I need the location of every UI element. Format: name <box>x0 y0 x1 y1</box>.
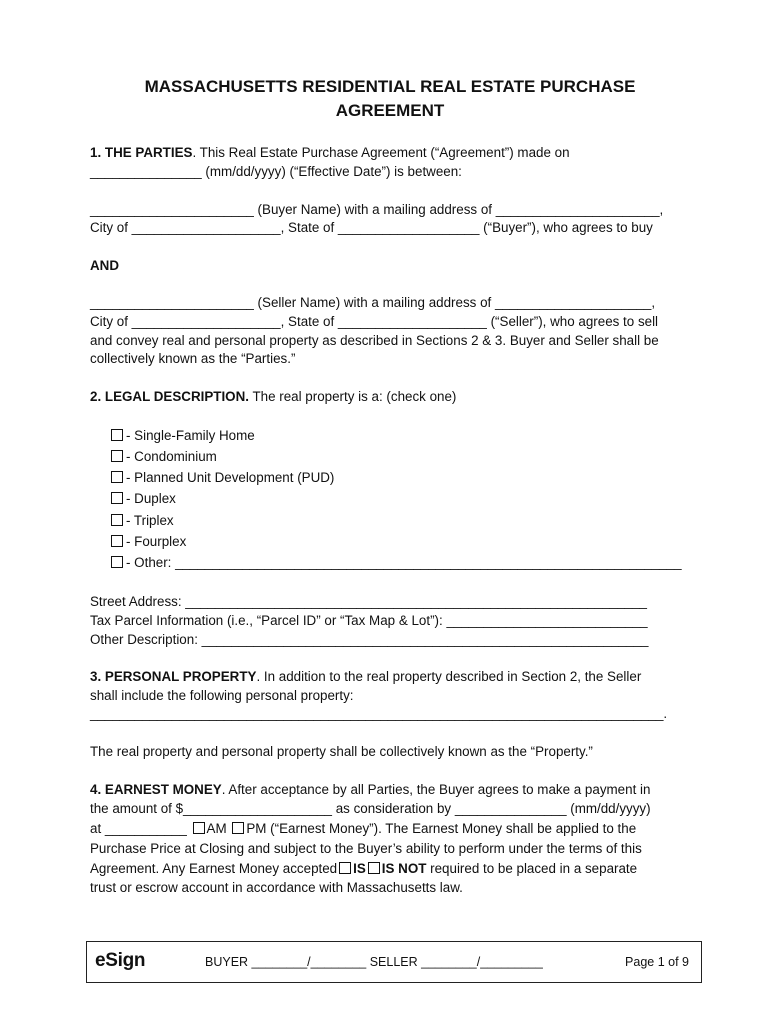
option-duplex[interactable]: - Duplex <box>111 491 176 507</box>
effective-date-line[interactable]: _______________ (mm/dd/yyyy) (“Effective Date”) is between: <box>90 164 462 179</box>
and-label: AND <box>90 258 120 273</box>
other-description-line[interactable]: Other Description: ____________________________________________________________ <box>90 632 649 647</box>
option-other[interactable]: - Other: ____________________________________________________________________ <box>111 555 682 571</box>
escrow-line: Agreement. Any Earnest Money accepted IS IS NOT required to be placed in a separate <box>90 861 638 876</box>
initials-line[interactable]: BUYER ________/________ SELLER ________/_________ <box>205 955 543 969</box>
esign-logo: eSign <box>95 950 146 971</box>
earnest-time-line: at ___________ AM PM (“Earnest Money”). The Earnest Money shall be applied to the <box>90 821 637 836</box>
parties-definition-text: collectively known as the “Parties.” <box>90 351 296 366</box>
document-title-line-2: AGREEMENT <box>335 101 445 120</box>
section-3-intro: 3. PERSONAL PROPERTY. In addition to the real property described in Section 2, the Seller <box>90 669 642 684</box>
street-address-line[interactable]: Street Address: ______________________________________________________________ <box>90 594 647 609</box>
document-title-line-1: MASSACHUSETTS RESIDENTIAL REAL ESTATE PURCHASE <box>144 77 636 96</box>
section-4-intro: 4. EARNEST MONEY. After acceptance by all Parties, the Buyer agrees to make a payment in <box>90 782 651 797</box>
seller-city-state-line[interactable]: City of ____________________, State of ____________________ (“Seller”), who agrees to sell <box>90 314 659 329</box>
option-pud[interactable]: - Planned Unit Development (PUD) <box>111 470 334 486</box>
option-condominium[interactable]: - Condominium <box>111 449 217 465</box>
property-definition-text: The real property and personal property shall be collectively known as the “Property.” <box>90 744 593 759</box>
page-footer <box>86 941 702 983</box>
escrow-text: trust or escrow account in accordance with Massachusetts law. <box>90 880 463 895</box>
section-3-heading: 3. PERSONAL PROPERTY <box>90 669 257 684</box>
buyer-city-state-line[interactable]: City of ____________________, State of ___________________ (“Buyer”), who agrees to buy <box>90 220 653 235</box>
page-number: Page 1 of 9 <box>625 955 689 969</box>
seller-name-line[interactable]: ______________________ (Seller Name) with a mailing address of _____________________, <box>90 295 656 310</box>
personal-property-line[interactable]: _____________________________________________________________________________. <box>90 706 668 721</box>
section-2-heading: 2. LEGAL DESCRIPTION. <box>90 389 249 404</box>
section-4-heading: 4. EARNEST MONEY <box>90 782 222 797</box>
option-triplex[interactable]: - Triplex <box>111 513 174 529</box>
checkbox[interactable] <box>111 535 123 547</box>
section-1-intro: 1. THE PARTIES. This Real Estate Purchase Agreement (“Agreement”) made on <box>90 145 570 160</box>
earnest-text: Purchase Price at Closing and subject to the Buyer’s ability to perform under the terms of this <box>90 841 642 856</box>
tax-parcel-line[interactable]: Tax Parcel Information (i.e., “Parcel ID” or “Tax Map & Lot”): ___________________________ <box>90 613 648 628</box>
checkbox[interactable] <box>111 450 123 462</box>
is-not-checkbox[interactable] <box>368 862 380 874</box>
seller-convey-text: and convey real and personal property as described in Sections 2 & 3. Buyer and Seller shall be <box>90 333 659 348</box>
section-3-text: shall include the following personal property: <box>90 688 354 703</box>
am-checkbox[interactable] <box>193 822 205 834</box>
checkbox[interactable] <box>111 492 123 504</box>
option-single-family[interactable]: - Single-Family Home <box>111 428 255 444</box>
checkbox[interactable] <box>111 514 123 526</box>
section-1-heading: 1. THE PARTIES <box>90 145 193 160</box>
checkbox[interactable] <box>111 429 123 441</box>
checkbox[interactable] <box>111 556 123 568</box>
earnest-amount-line[interactable]: the amount of $____________________ as consideration by _______________ (mm/dd/yyyy) <box>90 801 651 816</box>
is-checkbox[interactable] <box>339 862 351 874</box>
checkbox[interactable] <box>111 471 123 483</box>
option-fourplex[interactable]: - Fourplex <box>111 534 186 550</box>
pm-checkbox[interactable] <box>232 822 244 834</box>
section-2-intro: 2. LEGAL DESCRIPTION. The real property is a: (check one) <box>90 389 457 404</box>
buyer-name-line[interactable]: ______________________ (Buyer Name) with a mailing address of ______________________, <box>90 202 664 217</box>
